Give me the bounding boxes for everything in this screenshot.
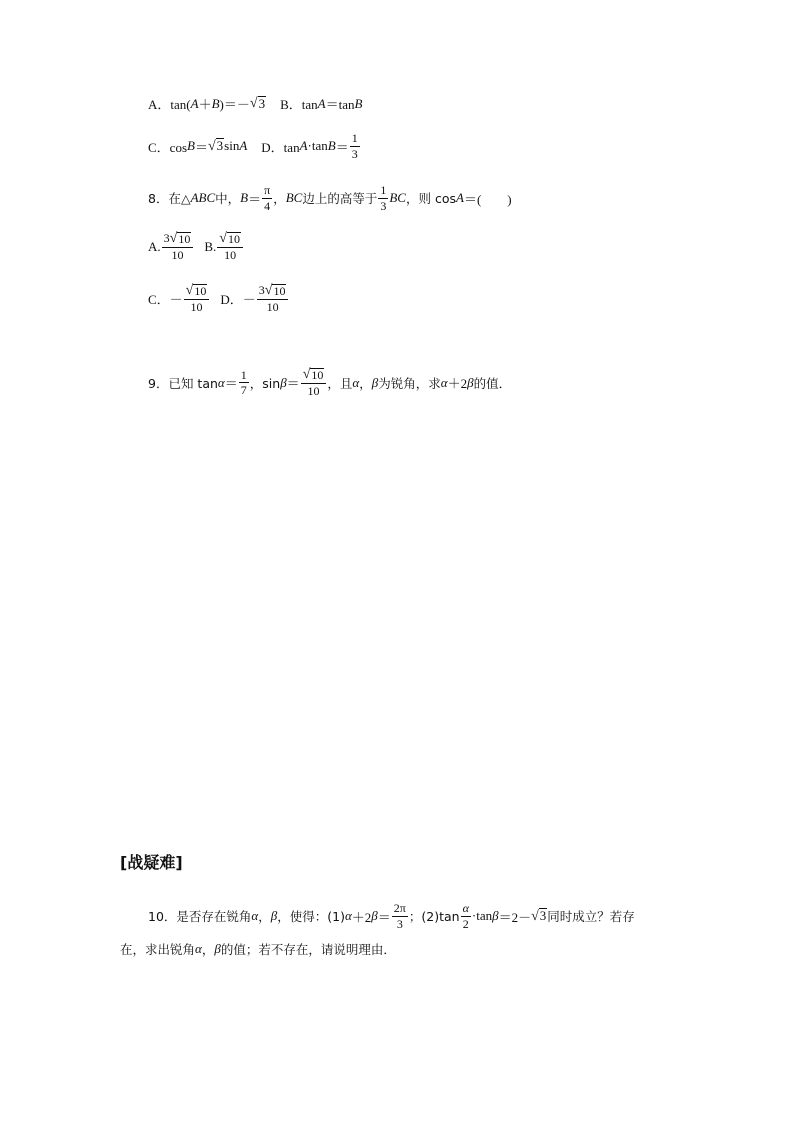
- q9-text-2: ，sin: [249, 375, 281, 391]
- q9-alpha-2: α: [352, 374, 360, 390]
- q8-options-ab: [148, 232, 244, 262]
- q8-stem: [148, 184, 512, 212]
- q10-two-pi-fraction: $\frac{2\pi}{3}$: [393, 901, 406, 931]
- q7-option-c-var-b: B: [187, 138, 195, 154]
- q7-option-d-var-a: A: [299, 138, 308, 154]
- q8-third-fraction: $\frac{1}{3}$: [380, 183, 387, 213]
- q8-text-1: 8．在△: [148, 191, 191, 207]
- q8-text-5: ＝( ): [463, 191, 512, 207]
- q10-alpha: α: [251, 908, 259, 924]
- q9-sep: ，: [359, 375, 372, 391]
- q7-option-d-var-b: B: [327, 138, 336, 154]
- q10-plus: ＋2: [351, 909, 372, 925]
- q7-options-cd: [148, 132, 361, 160]
- q8-options-cd: [148, 284, 289, 314]
- q9-beta-3: β: [467, 374, 474, 390]
- q10-eq-2: ＝2－: [498, 909, 532, 925]
- q10-alpha-2: α: [344, 908, 352, 924]
- q10-sep: ，: [258, 909, 271, 925]
- q10-sqrt: √ 3: [531, 908, 547, 924]
- q10-line-2-b: 的值；若不存在，请说明理由．: [220, 942, 396, 957]
- q7-option-a-prefix: A．tan(: [148, 97, 191, 112]
- q10-half-alpha-fraction: $\frac{\alpha}{2}$: [462, 901, 469, 931]
- q9-alpha-3: α: [440, 374, 448, 390]
- q7-option-b-mid: ＝tan: [325, 97, 355, 112]
- q8-bc-2: BC: [389, 190, 406, 206]
- q8-pi-fraction: $\frac{\pi}{4}$: [264, 183, 271, 213]
- q10-text-1: 10．是否存在锐角: [148, 909, 252, 925]
- q7-option-c-prefix: C．cos: [148, 139, 188, 155]
- q7-option-a-var-a: A: [190, 95, 199, 111]
- q9-stem: [148, 368, 511, 398]
- q10-beta-4: β: [214, 941, 221, 956]
- q8-option-b-fraction: √ 10 10: [217, 232, 243, 262]
- q10-text-4: 同时成立？若存: [547, 909, 635, 925]
- q10-line-2: [120, 940, 396, 958]
- q7-option-a-eq: )＝－: [219, 97, 250, 112]
- q9-beta-2: β: [371, 374, 379, 390]
- q8-bc-1: BC: [285, 190, 303, 206]
- q8-text-3: 边上的高等于: [302, 191, 378, 207]
- section-title: [战疑难]: [120, 853, 183, 872]
- q8-option-a-fraction: 3 √ 10 10: [162, 232, 194, 262]
- q7-option-c-eq: ＝: [194, 139, 208, 155]
- q10-line-2-a: 在，求出锐角: [120, 942, 196, 957]
- q10-text-3: ；(2)tan: [408, 909, 460, 925]
- q9-text-4: 为锐角，求: [378, 375, 441, 391]
- q8-option-a-label: A.: [148, 238, 161, 254]
- q7-option-a-var-b: B: [211, 95, 220, 111]
- q7-option-c-var-a: A: [239, 138, 248, 154]
- q10-eq: ＝: [377, 909, 391, 925]
- q8-b: B: [240, 190, 249, 206]
- q7-option-a-sqrt: √ 3: [249, 95, 266, 112]
- q9-plus: ＋2: [447, 376, 468, 392]
- q8-eq: ＝: [248, 191, 262, 207]
- q7-option-b-prefix: B．tan: [280, 97, 318, 112]
- q9-tan-fraction: $\frac{1}{7}$: [240, 367, 247, 398]
- q10-line-1: [148, 902, 635, 930]
- q7-option-d-prefix: D．tan: [261, 139, 300, 155]
- q10-alpha-4: α: [195, 941, 202, 956]
- q7-option-b-var-a: A: [317, 95, 326, 111]
- q9-eq-2: ＝: [286, 376, 300, 392]
- q9-text-1: 9．已知 tan: [148, 375, 218, 391]
- q10-beta: β: [270, 908, 278, 924]
- q8-abc: ABC: [190, 190, 216, 206]
- q7-option-c-sqrt: √ 3: [207, 138, 224, 154]
- q7-options-ab: [148, 94, 362, 113]
- q9-beta: β: [280, 374, 287, 390]
- q7-option-a-plus: ＋: [198, 97, 212, 112]
- q8-comma: ，: [273, 191, 286, 207]
- q10-text-2: ，使得：(1): [277, 909, 345, 925]
- q10-beta-3: β: [492, 908, 499, 924]
- q8-a: A: [455, 190, 464, 206]
- q10-sep-2: ，: [201, 942, 215, 957]
- q7-option-d-fraction: $\frac{1}{3}$: [351, 131, 358, 161]
- q9-text-3: ，且: [327, 375, 353, 391]
- q8-option-d-fraction: 3 √ 10 10: [257, 284, 289, 314]
- q9-alpha: α: [217, 374, 225, 390]
- q8-option-d-label: D．－: [220, 292, 256, 308]
- q9-sin-fraction: √ 10 10: [301, 368, 327, 398]
- q8-option-c-label: C．－: [148, 292, 183, 308]
- q7-option-c-sin: sin: [224, 138, 240, 154]
- q8-text-4: ，则 cos: [405, 191, 456, 207]
- q10-tan-2: ·tan: [471, 908, 493, 924]
- q9-text-5: 的值．: [473, 375, 512, 391]
- q10-beta-2: β: [371, 908, 378, 924]
- q8-text-2: 中，: [215, 191, 241, 207]
- q8-option-c-fraction: √ 10 10: [184, 284, 210, 314]
- q9-eq-1: ＝: [224, 376, 238, 392]
- q7-option-d-eq: ＝: [335, 139, 349, 155]
- q7-option-d-dot: ·tan: [307, 138, 328, 154]
- q8-option-b-label: B.: [204, 238, 217, 254]
- q7-option-b-var-b: B: [354, 95, 363, 111]
